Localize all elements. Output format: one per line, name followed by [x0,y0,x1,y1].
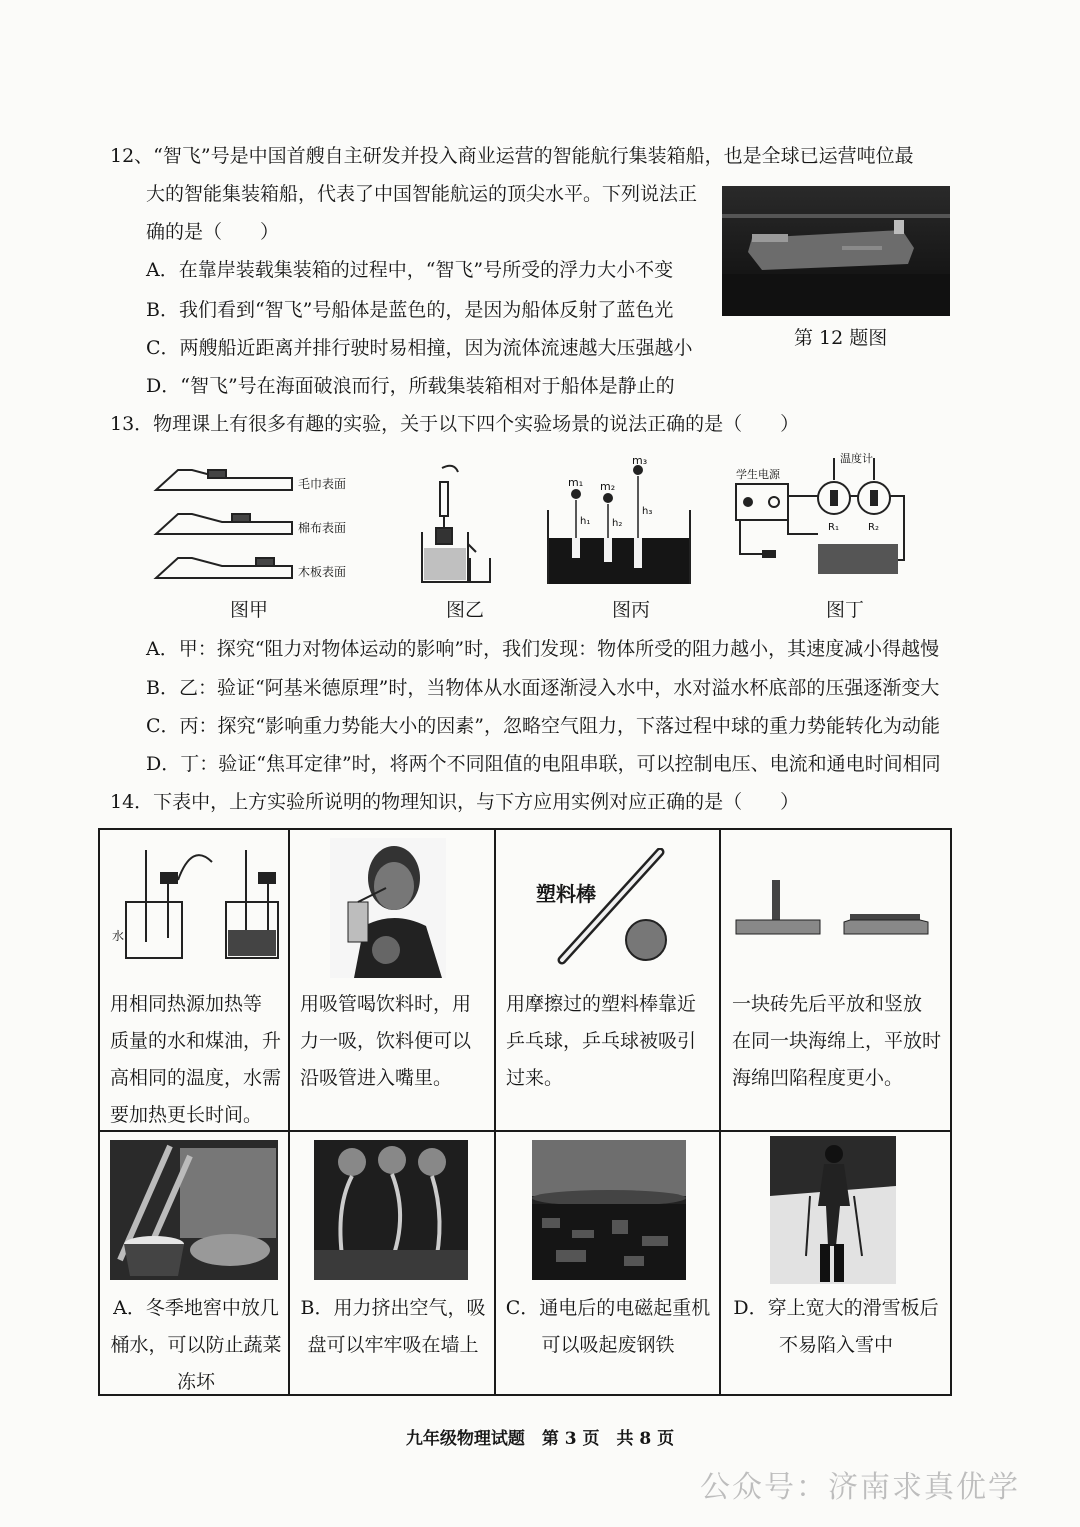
option-a-cell: A．冬季地窖中放几 桶水，可以防止蔬菜 冻坏 [110,1297,282,1393]
caption-ding: 图丁 [826,599,865,621]
q12-option-b: B．我们看到“智飞”号船体是蓝色的，是因为船体反射了蓝色光 [146,299,674,321]
fig-ding-r2: R₂ [868,522,879,533]
q13-option-d: D．丁：验证“焦耳定律”时，将两个不同阻值的电阻串联，可以控制电压、电流和通电时间相同 [146,753,941,775]
fig-bing-m2: m₂ [600,480,616,493]
q12-option-c: C．两艘船近距离并排行驶时易相撞，因为流体流速越大压强越小 [146,337,693,359]
q12-stem-line3: 确的是（ ） [146,221,280,243]
fig-ding-power-label: 学生电源 [736,468,780,481]
fig-ding-thermometer-label: 温度计 [840,452,873,465]
figure-ding [732,450,910,584]
cell-top-1-text: 用相同热源加热等 质量的水和煤油，升 高相同的温度，水需 要加热更长时间。 [110,993,282,1126]
brick-sponge-figure [732,876,938,938]
table-col-divider [494,828,496,1396]
q12-stem-line2: 大的智能集装箱船，代表了中国智能航运的顶尖水平。下列说法正 [146,183,698,205]
q14-stem: 14．下表中，上方实验所说明的物理知识，与下方应用实例对应正确的是（ ） [110,791,800,813]
fig-bing-m1: m₁ [568,476,584,489]
table-col-divider [288,828,290,1396]
cell-top-4-text: 一块砖先后平放和竖放 在同一块海绵上，平放时 海绵凹陷程度更小。 [732,993,942,1089]
skier-photo [770,1136,896,1284]
caption-yi: 图乙 [446,599,485,621]
cell-top-3-text: 用摩擦过的塑料棒靠近 乒乓球，乒乓球被吸引 过来。 [506,993,697,1089]
fig-jia-label-towel: 毛巾表面 [298,477,347,491]
cellar-photo [110,1140,278,1280]
caption-bing: 图丙 [612,599,651,621]
q12-stem-line1: 12、“智飞”号是中国首艘自主研发并投入商业运营的智能航行集装箱船，也是全球已运营吨位最 [110,145,914,167]
figure-jia [152,462,362,592]
suction-cup-photo [314,1140,468,1280]
q12-option-d: D．“智飞”号在海面破浪而行，所载集装箱相对于船体是静止的 [146,375,675,397]
option-b-cell: B．用力挤出空气，吸 盘可以牢牢吸在墙上 [300,1297,486,1356]
fig-bing-m3: m₃ [632,454,648,467]
cell-top-2-text: 用吸管喝饮料时，用 力一吸，饮料便可以 沿吸管进入嘴里。 [300,993,472,1089]
fig-jia-label-cotton: 棉布表面 [298,521,347,535]
fig-bing-h1: h₁ [580,516,591,527]
straw-drinking-photo [330,838,446,978]
q13-option-a: A．甲：探究“阻力对物体运动的影响”时，我们发现：物体所受的阻力越小，其速度减小得越慢 [146,638,940,660]
fig-bing-h2: h₂ [612,518,623,529]
q13-option-c: C．丙：探究“影响重力势能大小的因素”，忽略空气阻力，下落过程中球的重力势能转化为动能 [146,715,940,737]
plastic-rod-figure [548,848,674,968]
fig-jia-label-wood: 木板表面 [298,565,347,579]
q12-figure-caption: 第 12 题图 [794,327,888,349]
heating-experiment-figure [108,842,280,964]
q12-option-a: A．在靠岸装载集装箱的过程中，“智飞”号所受的浮力大小不变 [146,259,674,281]
water-label: 水 [112,929,125,943]
electromagnet-crane-photo [532,1140,686,1280]
ship-photo [722,186,950,316]
plastic-rod-label: 塑料棒 [536,882,596,906]
option-d-cell: D．穿上宽大的滑雪板后 不易陷入雪中 [733,1297,939,1356]
q13-stem: 13．物理课上有很多有趣的实验，关于以下四个实验场景的说法正确的是（ ） [110,413,800,435]
figure-yi [414,462,494,592]
fig-ding-r1: R₁ [828,522,839,533]
fig-bing-h3: h₃ [642,506,653,517]
table-col-divider [719,828,721,1396]
watermark: 公众号：济南求真优学 [700,1470,1020,1505]
figure-bing [546,454,692,586]
option-c-cell: C．通电后的电磁起重机 可以吸起废钢铁 [505,1297,711,1356]
page-footer: 九年级物理试题 第 3 页 共 8 页 [405,1429,675,1449]
q13-option-b: B．乙：验证“阿基米德原理”时，当物体从水面逐渐浸入水中，水对溢水杯底部的压强逐渐变大 [146,677,940,699]
caption-jia: 图甲 [230,599,269,621]
